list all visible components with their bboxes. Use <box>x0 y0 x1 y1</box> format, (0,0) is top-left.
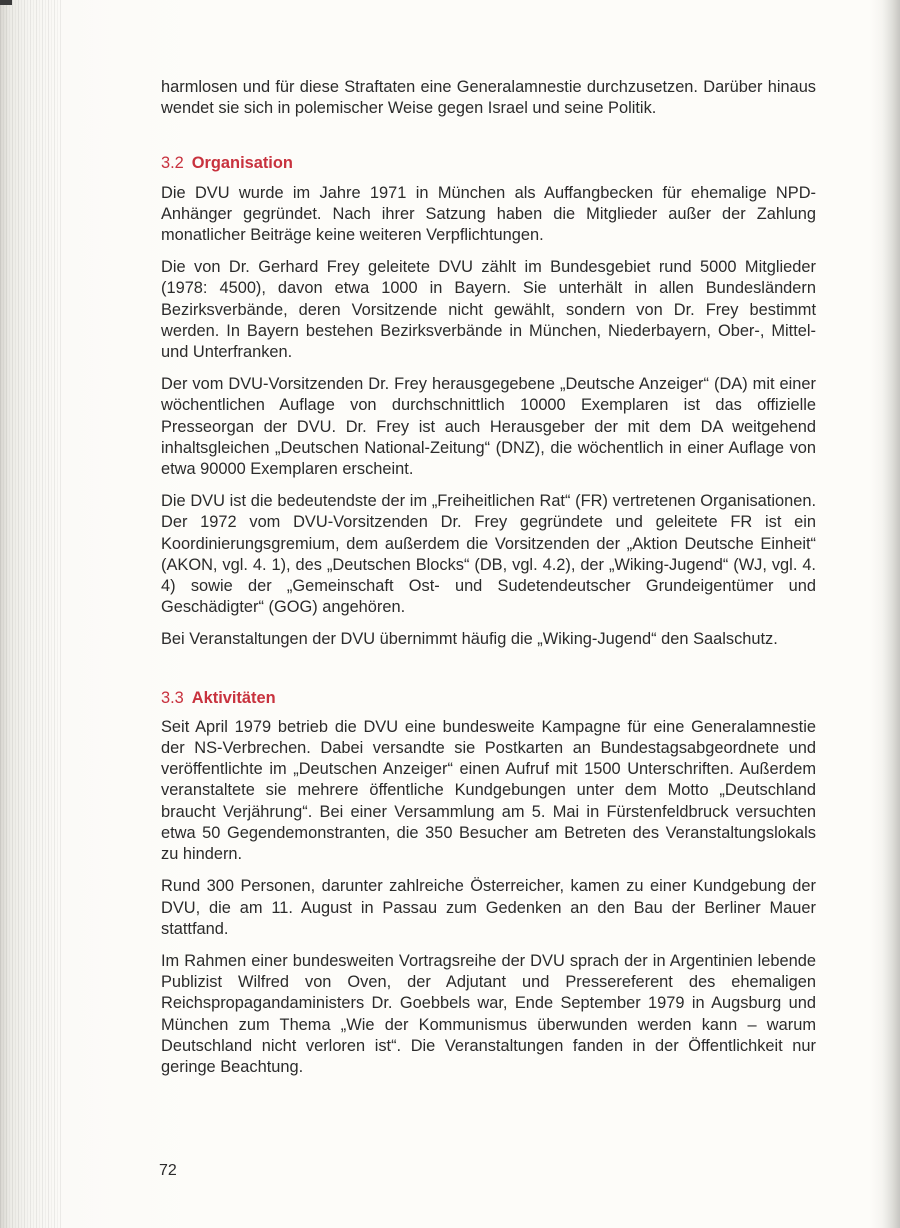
spacer <box>161 130 816 153</box>
section-heading-aktivitaeten <box>161 688 816 709</box>
page-right-edge <box>882 0 900 1228</box>
aktivitaeten-paragraph-1: Seit April 1979 betrieb die DVU eine bundesweite Kampagne für eine Generalamnestie der NS-Verbrechen. Dabei versandte sie Postkarten an Bundestagsabgeordnete und veröffentlichte im „Deutschen Anzeiger“ einen Aufruf mit 1500 Unterschriften. Außerdem veranstaltete sie mehrere öffentliche Kundgebungen unter dem Motto „Deutschland braucht Verjährung“. Bei einer Versammlung am 5. Mai in Fürstenfeldbruck versuchten etwa 50 Gegendemonstranten, die 350 Besucher am Betreten des Veranstaltungslokals zu hindern. <box>161 717 816 864</box>
corner-mark <box>0 0 12 60</box>
aktivitaeten-paragraph-2: Rund 300 Personen, darunter zahlreiche Österreicher, kamen zu einer Kundgebung der DVU, die am 11. August in Passau zum Gedenken an den Bau der Berliner Mauer stattfand. <box>161 877 816 938</box>
page-number: 72 <box>159 1162 177 1179</box>
section-number: 3.3 <box>161 688 184 707</box>
section-number: 3.2 <box>161 154 184 173</box>
intro-paragraph: harmlosen und für diese Straftaten eine Generalamnestie durchzusetzen. Darüber hinaus wendet sie sich in polemischer Weise gegen Israel und seine Politik. <box>161 78 816 118</box>
organisation-paragraph-3: Der vom DVU-Vorsitzenden Dr. Frey herausgegebene „Deutsche Anzeiger“ (DA) mit einer wöchentlichen Auflage von durchschnittlich 10000 Exemplaren ist das offizielle Presseorgan der DVU. Dr. Frey ist auch Herausgeber der mit dem DA weitgehend inhaltsgleichen „Deutschen National-Zeitung“ (DNZ), die wöchentlich in einer Auflage von etwa 90000 Exemplaren erscheint. <box>161 375 816 479</box>
section-title: Organisation <box>191 154 293 173</box>
page-spine-shadow <box>0 0 62 1228</box>
section-heading-organisation <box>161 153 816 174</box>
section-title: Aktivitäten <box>191 688 276 707</box>
organisation-paragraph-1: Die DVU wurde im Jahre 1971 in München als Auffangbecken für ehemalige NPD-Anhänger gegründet. Nach ihrer Satzung haben die Mitglieder außer der Zahlung monatlicher Beiträge keine weiteren Verpflichtungen. <box>161 183 816 245</box>
organisation-paragraph-5: Bei Veranstaltungen der DVU übernimmt häufig die „Wiking-Jugend“ den Saalschutz. <box>161 630 778 649</box>
organisation-paragraph-4: Die DVU ist die bedeutendste der im „Freiheitlichen Rat“ (FR) vertretenen Organisationen. Der 1972 vom DVU-Vorsitzenden Dr. Frey gegründete und geleitete FR ist ein Koordinierungsgremium, dem außerdem die Vorsitzenden der „Aktion Deutsche Einheit“ (AKON, vgl. 4. 1), des „Deutschen Blocks“ (DB, vgl. 4.2), der „Wiking-Jugend“ (WJ, vgl. 4. 4) sowie der „Gemeinschaft Ost- und Sudetendeutscher Grundeigentümer und Geschädigter“ (GOG) angehören. <box>161 492 816 617</box>
spacer <box>161 662 816 688</box>
organisation-paragraph-2: Die von Dr. Gerhard Frey geleitete DVU zählt im Bundesgebiet rund 5000 Mitglieder (1978: 4500), davon etwa 1000 in Bayern. Sie unterhält in allen Bundesländern Bezirksverbände, deren Vorsitzende nicht gewählt, sondern von Dr. Frey bestimmt werden. In Bayern bestehen Bezirksverbände in München, Niederbayern, Ober-, Mittel- und Unterfranken. <box>161 258 816 362</box>
page-content <box>161 77 816 1089</box>
aktivitaeten-paragraph-3: Im Rahmen einer bundesweiten Vortragsreihe der DVU sprach der in Argentinien lebende Publizist Wilfred von Oven, der Adjutant und Pressereferent des ehemaligen Reichspropagandaministers Dr. Goebbels war, Ende September 1979 in Augsburg und München zum Thema „Wie der Kommunismus überwunden werden kann – warum Deutschland nicht verloren ist“. Die Veranstaltungen fanden in der Öffentlichkeit nur geringe Beachtung. <box>161 951 816 1076</box>
